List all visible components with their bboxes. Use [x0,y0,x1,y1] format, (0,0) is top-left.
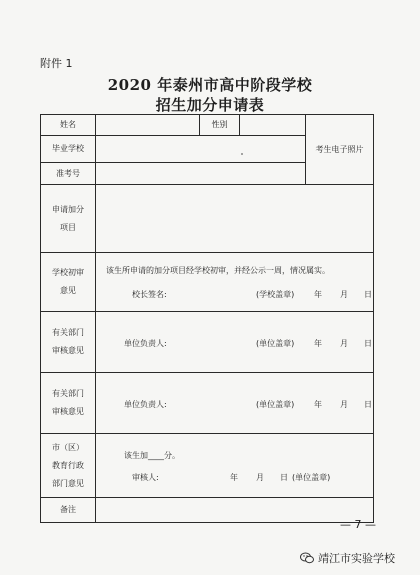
dept1-review-label-line1: 有关部门 [52,328,84,337]
watermark [300,550,395,566]
school-review-field[interactable] [96,253,374,312]
dept1-day-label: 日 [364,339,372,348]
watermark-text: 靖江市实验学校 [318,552,395,565]
add-points-text: 该生加____分。 [124,451,180,460]
exam-no-field[interactable] [96,163,306,185]
page-number: — 7 — [340,518,376,531]
exam-no-label: 准考号 [41,163,96,185]
month-label: 月 [340,290,348,299]
dept2-year-label: 年 [314,400,322,409]
apply-items-label-line2: 项目 [60,222,76,232]
school-review-label-line1: 学校初审 [52,268,84,277]
form-title: 2020 年泰州市高中阶段学校 [107,76,313,94]
remarks-label: 备注 [41,498,96,523]
dept2-day-label: 日 [364,400,372,409]
dept2-review-label-line2: 审核意见 [52,407,84,416]
city-review-field[interactable] [96,434,374,498]
dept2-responsible-label: 单位负责人: [124,400,167,409]
principal-signature-label: 校长签名: [132,290,167,299]
dept1-review-label-line2: 审核意见 [52,346,84,355]
gender-field[interactable] [240,115,306,136]
dept1-responsible-label: 单位负责人: [124,339,167,348]
school-review-label-line2: 意见 [60,286,76,295]
city-seal-label: (单位盖章) [292,473,331,482]
apply-items-field[interactable] [96,185,374,253]
school-label: 毕业学校 [41,136,96,163]
remarks-field[interactable] [96,498,374,523]
form-subtitle: 招生加分申请表 [155,96,265,114]
dept1-review-label [41,312,96,373]
apply-items-label [41,185,96,253]
year-label: 年 [314,290,322,299]
name-field[interactable] [96,115,200,136]
school-seal-label: (学校盖章) [256,290,295,299]
city-review-label-line2: 教育行政 [52,460,84,470]
wechat-icon [300,552,314,564]
reviewer-label: 审核人: [132,473,159,482]
apply-items-label-line1: 申请加分 [52,204,84,214]
dept2-review-field[interactable] [96,373,374,434]
dept1-month-label: 月 [340,339,348,348]
application-form-table [40,114,374,523]
city-review-label-line3: 部门意见 [52,478,84,488]
dept1-seal-label: (单位盖章) [256,339,295,348]
city-day-label: 日 [280,473,288,482]
school-review-statement: 该生所申请的加分项目经学校初审，并经公示一周，情况属实。 [106,266,330,275]
city-review-label-line1: 市（区） [52,442,84,452]
photo-label: 考生电子照片 [315,144,364,154]
dept2-review-label-line1: 有关部门 [52,389,84,398]
scan-speck [241,153,243,155]
dept2-review-label [41,373,96,434]
dept1-year-label: 年 [314,339,322,348]
dept2-month-label: 月 [340,400,348,409]
name-label: 姓名 [41,115,96,136]
gender-label: 性别 [200,115,240,136]
day-label: 日 [364,290,372,299]
dept2-seal-label: (单位盖章) [256,400,295,409]
dept1-review-field[interactable] [96,312,374,373]
city-review-label [41,434,96,498]
school-review-label [41,253,96,312]
city-month-label: 月 [256,473,264,482]
attachment-label: 附件 1 [40,57,73,70]
photo-cell[interactable] [306,115,374,185]
school-field[interactable] [96,136,306,163]
city-year-label: 年 [230,473,238,482]
